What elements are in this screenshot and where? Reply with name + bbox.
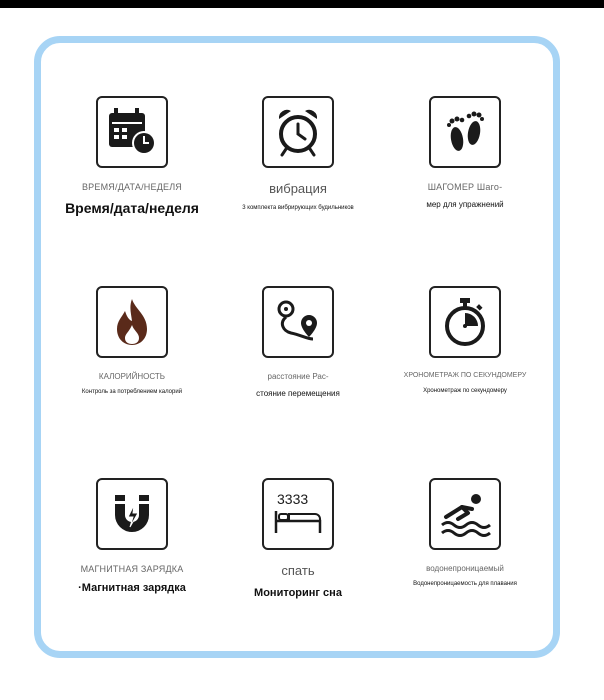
feature-subtext: Время/дата/неделя — [65, 200, 199, 217]
feature-subtext: Мониторинг сна — [254, 586, 342, 599]
alarm-clock-icon — [271, 105, 325, 159]
stopwatch-icon — [438, 295, 492, 349]
feature-caption: водонепроницаемый — [426, 564, 504, 573]
feature-caption: ВРЕМЯ/ДАТА/НЕДЕЛЯ — [81, 182, 182, 192]
feature-caption: расстояние Рас- — [267, 372, 329, 381]
feature-subtext: мер для упражнений — [426, 200, 504, 210]
calendar-clock-icon — [105, 105, 159, 159]
feature-caption: спать — [281, 563, 315, 578]
swimmer-icon — [438, 487, 492, 541]
feature-caption: ХРОНОМЕТРАЖ ПО СЕКУНДОМЕРУ — [403, 372, 527, 379]
feature-pedometer — [380, 96, 550, 210]
feature-distance — [213, 286, 383, 398]
route-pin-icon — [271, 295, 325, 349]
feature-magnetic-charging — [47, 478, 217, 595]
feature-caption: КАЛОРИЙНОСТЬ — [98, 372, 166, 381]
feature-waterproof — [380, 478, 550, 588]
svg-text:3333: 3333 — [277, 491, 309, 507]
feature-caption: ШАГОМЕР Шаго- — [427, 182, 503, 192]
footprints-icon — [438, 105, 492, 159]
feature-subtext: Контроль за потреблением калорий — [81, 389, 183, 396]
feature-sleep — [213, 478, 383, 600]
feature-vibration — [213, 96, 383, 212]
feature-caption: МАГНИТНАЯ ЗАРЯДКА — [80, 564, 184, 574]
feature-calories — [47, 286, 217, 396]
feature-subtext: ·Магнитная зарядка — [78, 582, 186, 595]
sleep-bed-icon — [271, 487, 325, 541]
feature-stopwatch — [380, 286, 550, 395]
feature-subtext: Хронометраж по секундомеру — [423, 388, 507, 395]
magnet-charging-icon — [105, 487, 159, 541]
feature-subtext: 3 комплекта вибрирующих будильников — [242, 204, 354, 211]
feature-subtext: Водонепроницаемость для плавания — [413, 581, 517, 588]
top-black-bar — [0, 0, 604, 8]
feature-caption: вибрация — [269, 181, 327, 196]
feature-time-date — [47, 96, 217, 216]
feature-subtext: стояние перемещения — [256, 389, 340, 399]
flame-icon — [105, 295, 159, 349]
